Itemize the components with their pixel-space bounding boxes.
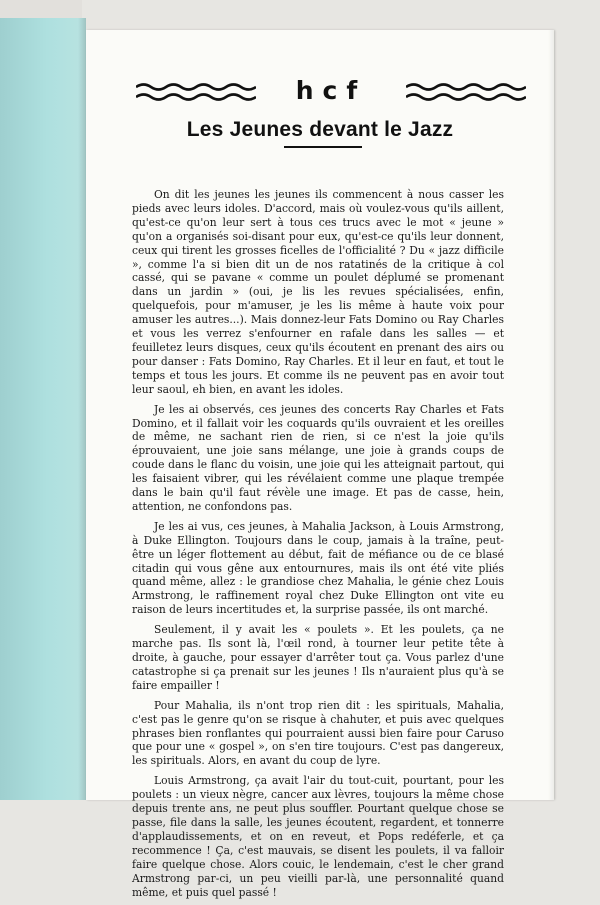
publication-logo: hcf (295, 76, 367, 105)
paragraph: Je les ai observés, ces jeunes des concerts Ray Charles et Fats Domino, et il fallait voir les coquards qu'ils ouvraient et les oreilles de même, ne sachant rien de rien, si ce n'est la joie qu'ils éprouvaient, une joie sans mélange, une joie à grands coups de coude dans le flanc du voisin, une joie qui les atteignait partout, qui les faisaient vibrer, qui les révélaient comme une plaque trempée dans le bain qu'il faut révèle une image. Et pas de casse, hein, attention, ne confondons pas. (132, 402, 504, 513)
paragraph: Seulement, il y avait les « poulets ». Et les poulets, ça ne marche pas. Ils sont là, l'œil rond, à tourner leur petite tête à droite, à gauche, pour essayer d'arrêter tout ça. Vous parlez d'une catastrophe si ça prenait sur les jeunes ! Ils n'auraient plus qu'à se faire empailler ! (132, 623, 504, 692)
booklet-page (86, 30, 554, 899)
booklet-cover (0, 18, 86, 800)
article-body (132, 188, 504, 905)
page-edge-shade (548, 30, 554, 800)
paragraph: Pour Mahalia, ils n'ont trop rien dit : les spirituals, Mahalia, c'est pas le genre qu'on se risque à chahuter, et puis avec quelques phrases bien ronflantes qui pourraient aussi bien faire pour Caruso que pour une « gospel », on s'en tire toujours. C'est pas dangereux, les spirituals. Alors, en avant du coup de lyre. (132, 698, 504, 768)
paragraph: On dit les jeunes les jeunes ils commencent à nous casser les pieds avec leurs idoles. D'accord, mais où voulez-vous qu'ils aillent, qu'est-ce qu'on leur sert à tous ces trucs avec le mot « jeune » qu'on a organisés soi-disant pour eux, qu'est-ce qu'ils leur donnent, ceux qui tirent les grosses ficelles de l'officialité ? Du « jazz difficile », comme l'a si bien dit un de nos ratatinés de la critique à col cassé, qui se pavane « comme un poulet déplumé se promenant dans un jardin » (oui, je lis les revues spécialisées, enfin, quelquefois, pour m'amuser, je les lis même à haute voix pour amuser les autres...). Mais donnez-leur Fats Domino ou Ray Charles et vous les verrez s'enfourner en rafale dans les salles — et feuilletez leurs disques, ceux qu'ils écoutent en prenant des airs ou pour danser : Fats Domino, Ray Charles. Et il leur en faut, et tout le temps et tous les jours. Et comme ils ne peuvent pas en avoir tout leur saoul, eh bien, en avant les idoles. (132, 188, 504, 396)
paragraph: Je les ai vus, ces jeunes, à Mahalia Jackson, à Louis Armstrong, à Duke Ellington. Toujours dans le coup, jamais à la traîne, peut-être un léger flottement au début, fait de méfiance ou de ce blasé citadin qui vous gêne aux entournures, mais ils ont été vite pliés quand même, allez : le grandiose chez Mahalia, le génie chez Louis Armstrong, le raffinement royal chez Duke Ellington ont vite eu raison de leurs incertitudes et, la surprise passée, ils ont marché. (132, 519, 504, 617)
masthead (136, 74, 526, 110)
wave-rule-right-icon (406, 80, 526, 104)
article-title: Les Jeunes devant le Jazz (186, 118, 454, 141)
title-underline (284, 146, 362, 148)
paragraph: Louis Armstrong, ça avait l'air du tout-cuit, pourtant, pour les poulets : un vieux nègre, cancer aux lèvres, toujours la même chose depuis trente ans, ne peut plus souffler. Pourtant quelque chose se passe, file dans la salle, les jeunes écoutent, regardent, et tonnerre d'applaudissements, et on en reveut, et Pops redéferle, et ça recommence ! Ça, c'est mauvais, se disent les poulets, il va falloir faire quelque chose. Alors couic, le lendemain, c'est le cher grand Armstrong par-ci, un peu vieilli par-là, une personnalité quand même, et puis quel passé ! (132, 774, 504, 899)
cover-edge-shadow (78, 18, 86, 800)
